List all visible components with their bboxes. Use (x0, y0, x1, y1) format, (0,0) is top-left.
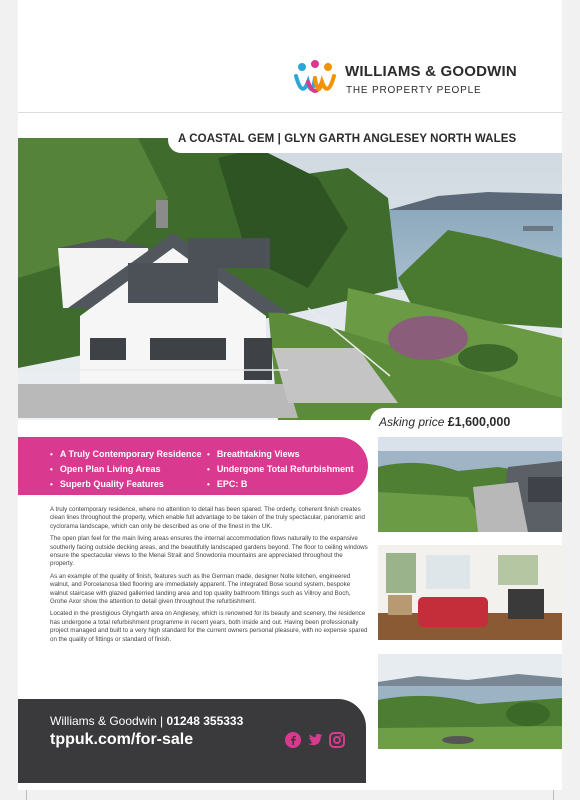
price-value: £1,600,000 (447, 415, 511, 429)
price-label: Asking price (379, 415, 445, 429)
header-divider (18, 112, 562, 113)
side-photo-living-room (378, 545, 562, 640)
instagram-icon[interactable] (329, 732, 345, 748)
side-photo-aerial (378, 437, 562, 532)
feature-item: • Superb Quality Features (50, 477, 202, 492)
website-link[interactable]: tppuk.com/for-sale (50, 731, 194, 748)
facebook-icon[interactable] (285, 732, 301, 748)
asking-price (379, 415, 510, 429)
main-property-photo (18, 138, 562, 420)
contact-line (50, 714, 243, 728)
description-paragraph: The open plan feel for the main living areas ensures the internal accommodation flows naturally to the expansive southerly facing outside decking areas, and the beautifully landscaped gardens beyond. The floor to ceiling windows ensure the spectacular views to the Menai Strait and Snowdonia mountains are appreciated throughout the property. (50, 535, 368, 568)
brand-name: WILLIAMS & GOODWIN (345, 63, 517, 80)
features-list-right (207, 447, 354, 492)
separator: | (160, 714, 164, 728)
twitter-icon[interactable] (307, 732, 323, 748)
side-photo-garden-view (378, 654, 562, 749)
feature-item: • Undergone Total Refurbishment (207, 462, 354, 477)
listing-title: A COASTAL GEM | GLYN GARTH ANGLESEY NORTH WALES (178, 133, 517, 145)
feature-item: • Open Plan Living Areas (50, 462, 202, 477)
phone-number[interactable]: 01248 355333 (166, 714, 244, 728)
description-paragraph: Located in the prestigious Glyngarth area on Anglesey, which is renowned for its beauty and scenery, the residence has undergone a total refurbishment programme in recent years, both inside and out. Having been professionally project managed and built to a very high standard for the current owners personal pleasure, with no expense spared on the quality of fittings or standard of finish. (50, 610, 368, 643)
features-list-left (50, 447, 202, 492)
company-name: Williams & Goodwin (50, 714, 157, 728)
feature-item: • A Truly Contemporary Residence (50, 447, 202, 462)
feature-item: • EPC: B (207, 477, 354, 492)
brand-tagline: THE PROPERTY PEOPLE (346, 85, 482, 96)
description-paragraph: As an example of the quality of finish, features such as the German made, designer Nolte kitchen, engineered walnut, and Porcelanosa tiled flooring are immediately apparent. The integrated Bose sound system, bespoke walnut staircase with glazed gallerried landing area and top quality bathroom fittings such as Villroy and Boch, Grohe Axor show the attention to detail given throughout the refurbishment. (50, 572, 351, 606)
wg-people-icon (294, 60, 336, 100)
crop-mark (26, 790, 27, 800)
description-paragraph: A truly contemporary residence, where no attention to detail has been spared. The orderly, coherent finish creates clean lines throughout the property, which enable full advantage to be taken of the truly spectacular, panoramic and cyclorama landscape, which can only be described as one of the finest in the UK. (50, 506, 365, 530)
crop-mark (553, 790, 554, 800)
description (50, 506, 368, 648)
feature-item: • Breathtaking Views (207, 447, 354, 462)
